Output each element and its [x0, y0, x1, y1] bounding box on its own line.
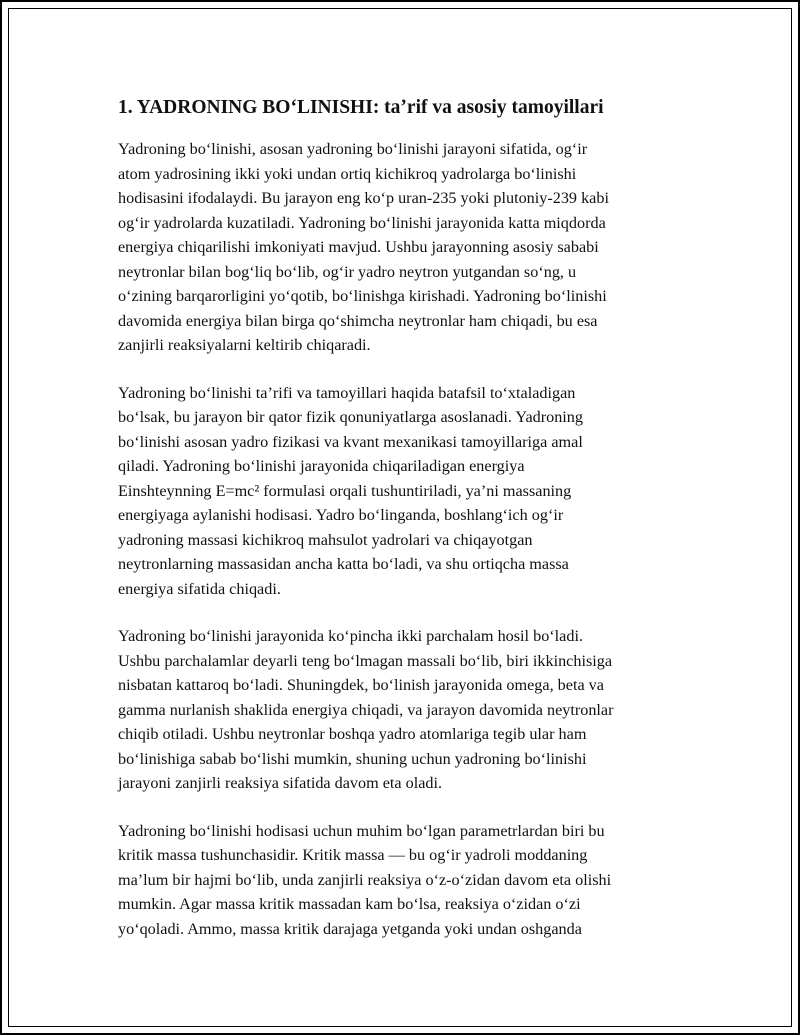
text-line: energiya chiqarilishi imkoniyati mavjud. Ushbu jarayonning asosiy sababi — [118, 238, 599, 256]
text-line: energiyaga aylanishi hodisasi. Yadro boʻlinganda, boshlangʻich ogʻir — [118, 506, 564, 524]
text-line: Yadroning boʻlinishi hodisasi uchun muhim boʻlgan parametrlardan biri bu — [118, 821, 605, 840]
text-line: gamma nurlanish shaklida energiya chiqadi, va jarayon davomida neytronlar — [118, 700, 614, 719]
text-line: jarayoni zanjirli reaksiya sifatida davom eta oladi. — [118, 774, 443, 792]
paragraph-2 — [118, 381, 688, 602]
text-line: neytronlarning massasidan ancha katta boʻladi, va shu ortiqcha massa — [118, 555, 569, 573]
text-line: yoʻqoladi. Ammo, massa kritik darajaga yetganda yoki undan oshganda — [118, 919, 582, 938]
text-line: davomida energiya bilan birga qoʻshimcha neytronlar ham chiqadi, bu esa — [118, 311, 598, 330]
text-line: neytronlar bilan bogʻliq boʻlib, ogʻir yadro neytron yutgandan soʻng, u — [118, 262, 577, 281]
text-line: Ushbu parchalamlar deyarli teng boʻlmagan massali boʻlib, biri ikkinchisiga — [118, 651, 613, 670]
text-line: Yadroning boʻlinishi taʼrifi va tamoyillari haqida batafsil toʻxtaladigan — [118, 383, 576, 402]
text-line: maʼlum bir hajmi boʻlib, unda zanjirli reaksiya oʻz-oʻzidan davom eta olishi — [118, 870, 612, 889]
text-line: boʻlsak, bu jarayon bir qator fizik qonuniyatlarga asoslanadi. Yadroning — [118, 408, 583, 426]
text-line: Yadroning boʻlinishi jarayonida koʻpincha ikki parchalam hosil boʻladi. — [118, 627, 584, 645]
section-heading: 1. YADRONING BOʻLINISHI: taʼrif va asosiy tamoyillari — [118, 97, 604, 118]
text-line: yadroning massasi kichikroq mahsulot yadrolari va chiqayotgan — [118, 530, 533, 549]
text-line: nisbatan kattaroq boʻladi. Shuningdek, boʻlinish jarayonida omega, beta va — [118, 676, 604, 694]
document-body — [118, 95, 688, 964]
text-line: Yadroning boʻlinishi, asosan yadroning boʻlinishi jarayoni sifatida, ogʻir — [118, 140, 588, 158]
text-line: atom yadrosining ikki yoki undan ortiq kichikroq yadrolarga boʻlinishi — [118, 164, 577, 183]
text-line: hodisasini ifodalaydi. Bu jarayon eng koʻp uran-235 yoki plutoniy-239 kabi — [118, 189, 609, 207]
text-line: boʻlinishiga sabab boʻlishi mumkin, shuning uchun yadroning boʻlinishi — [118, 749, 587, 768]
text-line: mumkin. Agar massa kritik massadan kam boʻlsa, reaksiya oʻzidan oʻzi — [118, 895, 581, 913]
text-line: kritik massa tushunchasidir. Kritik massa — bu ogʻir yadroli moddaning — [118, 846, 588, 864]
paragraph-4 — [118, 819, 688, 942]
text-line: energiya sifatida chiqadi. — [118, 579, 281, 598]
text-line: oʻzining barqarorligini yoʻqotib, boʻlinishga kirishadi. Yadroning boʻlinishi — [118, 287, 607, 305]
text-line: Einshteynning E=mc² formulasi orqali tushuntiriladi, yaʼni massaning — [118, 481, 572, 500]
text-line: chiqib otiladi. Ushbu neytronlar boshqa yadro atomlariga tegib ular ham — [118, 725, 587, 743]
text-line: qiladi. Yadroning boʻlinishi jarayonida chiqariladigan energiya — [118, 457, 525, 475]
text-line: zanjirli reaksiyalarni keltirib chiqaradi. — [118, 336, 371, 354]
text-line: boʻlinishi asosan yadro fizikasi va kvant mexanikasi tamoyillariga amal — [118, 432, 583, 451]
text-line: ogʻir yadrolarda kuzatiladi. Yadroning boʻlinishi jarayonida katta miqdorda — [118, 213, 606, 232]
paragraph-3 — [118, 624, 688, 796]
paragraph-1 — [118, 137, 688, 358]
paragraphs-container — [118, 137, 688, 941]
